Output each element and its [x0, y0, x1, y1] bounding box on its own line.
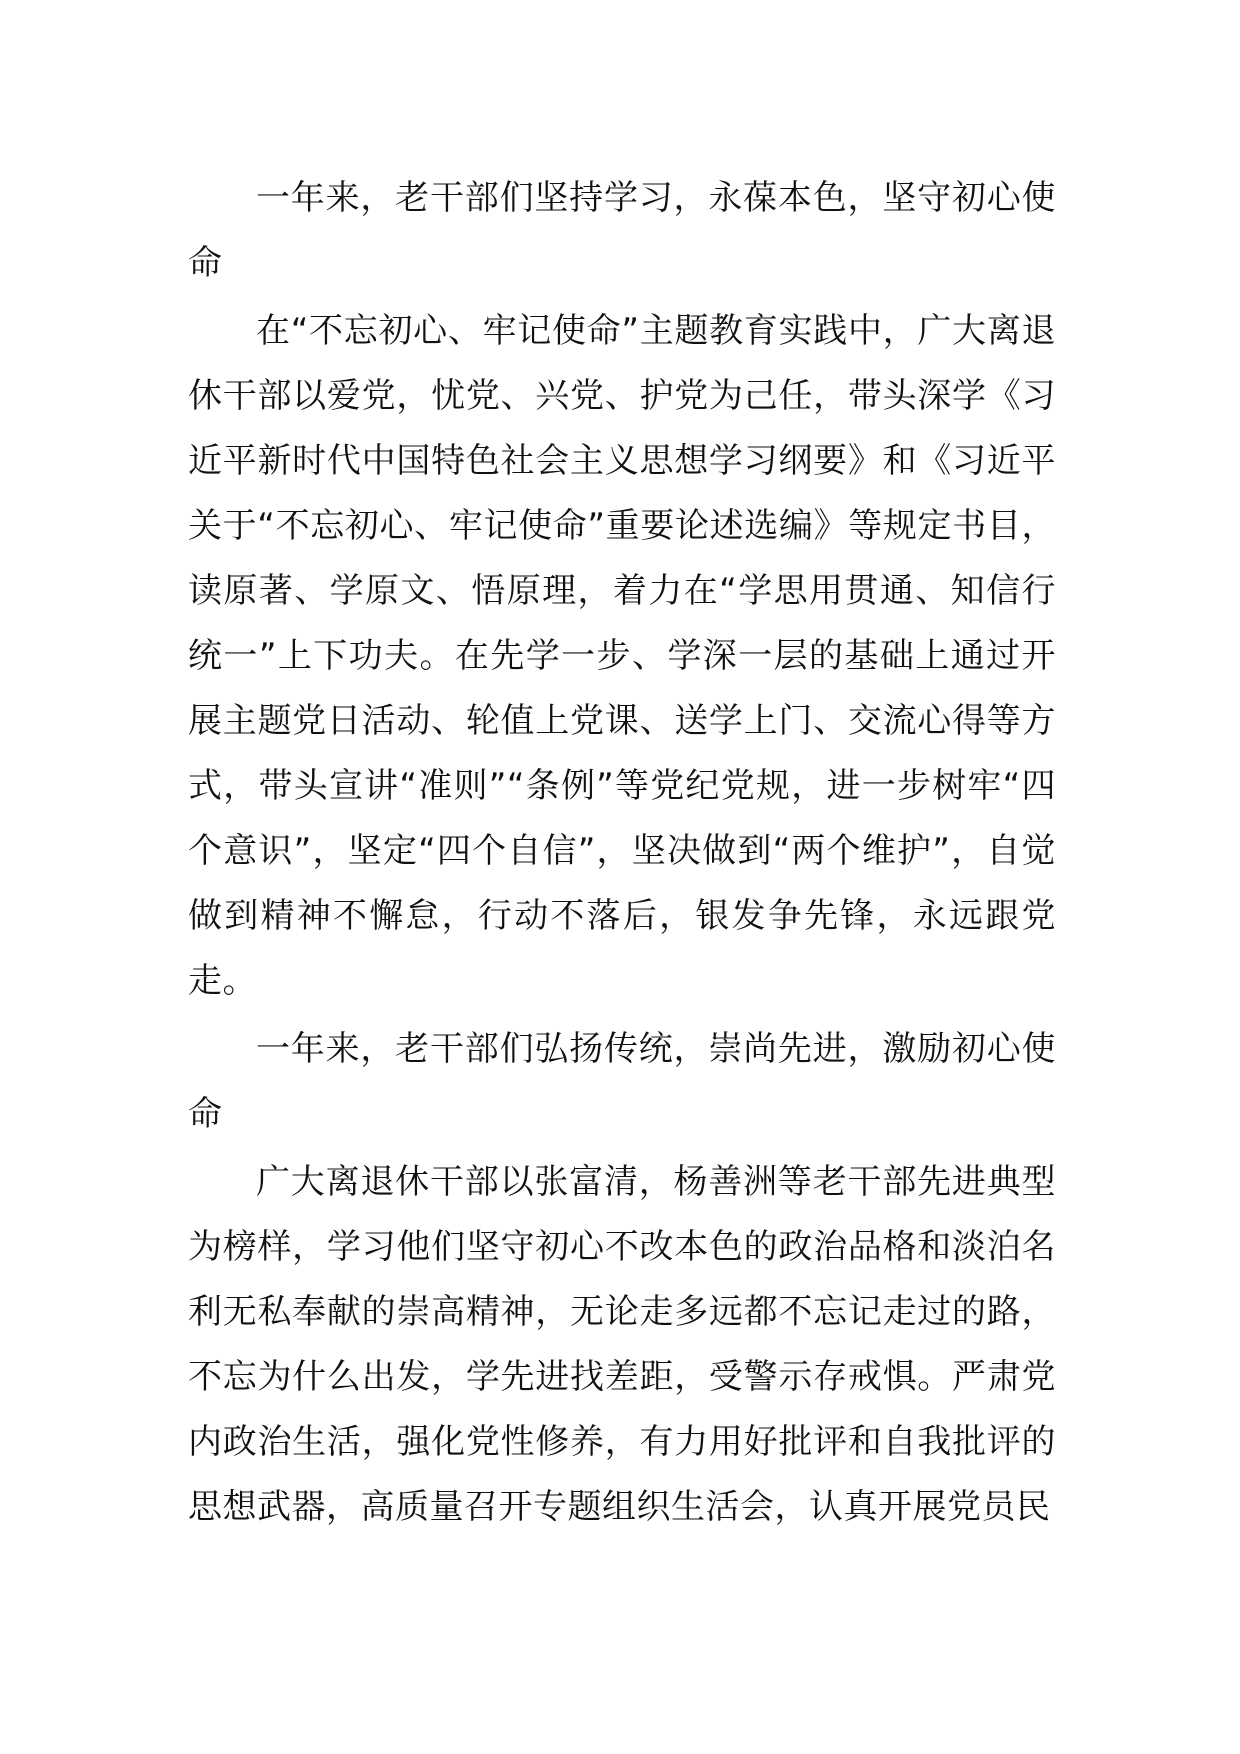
section-heading-1: 一年来，老干部们坚持学习，永葆本色，坚守初心使命	[188, 178, 1056, 283]
section-body-1: 在“不忘初心、牢记使命”主题教育实践中，广大离退休干部以爱党，忧党、兴党、护党为己任，带头深学《习近平新时代中国特色社会主义思想学习纲要》和《习近平关于“不忘初心、牢记使命”重要论述选编》等规定书目，读原著、学原文、悟原理，着力在“学思用贯通、知信行统一”上下功夫。在先学一步、学深一层的基础上通过开展主题党日活动、轮值上党课、送学上门、交流心得等方式，带头宣讲“准则”“条例”等党纪党规，进一步树牢“四个意识”，坚定“四个自信”，坚决做到“两个维护”，自觉做到精神不懈怠，行动不落后，银发争先锋，永远跟党走。	[188, 311, 1056, 1001]
section-heading-2: 一年来，老干部们弘扬传统，崇尚先进，激励初心使命	[188, 1029, 1056, 1134]
document-body	[188, 166, 1056, 1540]
section-body-2: 广大离退休干部以张富清，杨善洲等老干部先进典型为榜样，学习他们坚守初心不改本色的政治品格和淡泊名利无私奉献的崇高精神，无论走多远都不忘记走过的路，不忘为什么出发，学先进找差距，受警示存戒惧。严肃党内政治生活，强化党性修养，有力用好批评和自我批评的思想武器，高质量召开专题组织生活会，认真开展党员民	[188, 1162, 1056, 1527]
